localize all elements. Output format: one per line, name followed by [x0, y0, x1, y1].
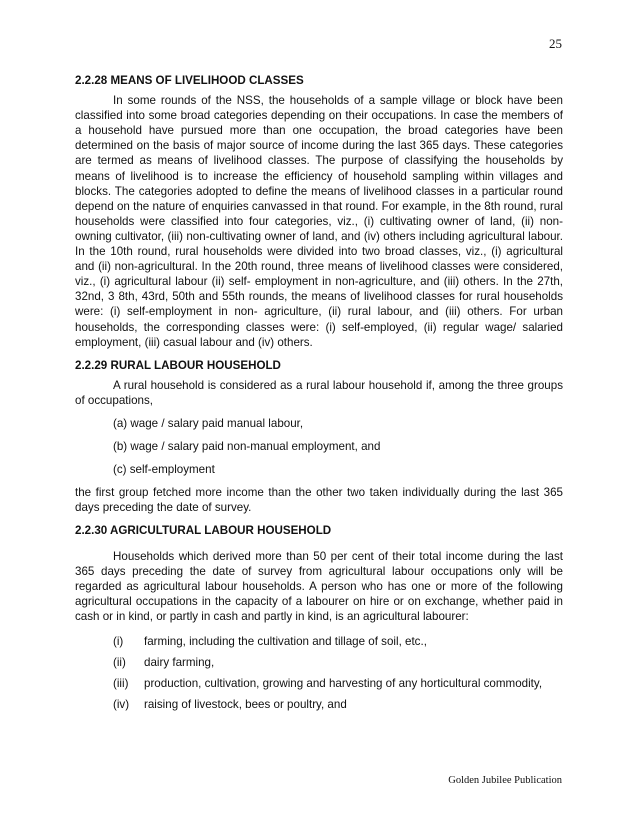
- section-agricultural-labour-household: [75, 523, 563, 712]
- section-heading: 2.2.30 AGRICULTURAL LABOUR HOUSEHOLD: [75, 524, 332, 538]
- list-item: (a) wage / salary paid manual labour,: [113, 416, 304, 430]
- list-item: (b) wage / salary paid non-manual employment, and: [113, 440, 381, 454]
- list-item-number: (i): [113, 635, 124, 648]
- list-item: (c) self-employment: [113, 463, 215, 477]
- section-rural-labour-household: [75, 358, 563, 516]
- list-item-text: raising of livestock, bees or poultry, and: [144, 698, 347, 712]
- list-item-text: farming, including the cultivation and tillage of soil, etc.,: [144, 635, 427, 648]
- section-heading: 2.2.28 MEANS OF LIVELIHOOD CLASSES: [75, 74, 304, 87]
- section-heading: 2.2.29 RURAL LABOUR HOUSEHOLD: [75, 358, 281, 372]
- list-item-text: production, cultivation, growing and harvesting of any horticultural commodity,: [144, 677, 543, 691]
- section-intro: A rural household is considered as a rural labour household if, among the three groups of occupations,: [75, 378, 563, 407]
- section-paragraph: Households which derived more than 50 per cent of their total income during the last 365 days preceding the date of survey from agricultural labour occupations only will be regarded as agricultural labour households. A person who has one or more of the following agricultural occupations in the capacity of a labourer on hire or on exchange, whether paid in cash or in kind, or partly in cash and partly in kind, is an agricultural labourer:: [75, 549, 563, 623]
- list-item: [75, 676, 563, 691]
- list-item-text: dairy farming,: [144, 656, 215, 670]
- list-item-number: (iv): [113, 698, 130, 712]
- section-paragraph: In some rounds of the NSS, the households of a sample village or block have been classified into some broad categories depending on their occupations. In case the members of a household have pursued more than one occupation, the broad categories have been determined on the basis of major source of income during the last 365 days. These categories are termed as means of livelihood classes. The purpose of classifying the households by means of livelihood is to increase the efficiency of household sampling within villages and blocks. The categories adopted to define the means of livelihood classes in a particular round depend on the nature of enquiries canvassed in that round. For example, in the 8th round, rural households were classified into four categories, viz., (i) cultivating owner of land, (ii) non-owning cultivator, (iii) non-cultivating owner of land, and (iv) others including agricultural labour. In the 10th round, rural households were divided into two broad classes, viz., (i) agricultural and (ii) non-agricultural. In the 20th round, three means of livelihood classes were considered, viz., (i) agricultural labour (ii) self- employment in non-agriculture, and (iii) others. In the 27th, 32nd, 3 8th, 43rd, 50th and 55th rounds, the means of livelihood classes for rural households were: (i) self-employment in non- agriculture, (ii) rural labour, and (iii) others. For urban households, the corresponding classes were: (i) self-employed, (ii) regular wage/ salaried employment, (iii) casual labour and (iv) others.: [75, 94, 563, 349]
- section-means-of-livelihood: [75, 73, 563, 350]
- list-item: [75, 697, 563, 712]
- list-item-number: (iii): [113, 677, 129, 691]
- footer-publication: Golden Jubilee Publication: [448, 775, 562, 786]
- list-item: [75, 655, 563, 670]
- section-conclusion: the first group fetched more income than the other two taken individually during the last 365 days preceding the date of survey.: [75, 486, 563, 515]
- list-item-number: (ii): [113, 656, 126, 670]
- page-number: 25: [549, 36, 562, 51]
- list-item: [75, 634, 563, 649]
- page-content: [75, 73, 563, 718]
